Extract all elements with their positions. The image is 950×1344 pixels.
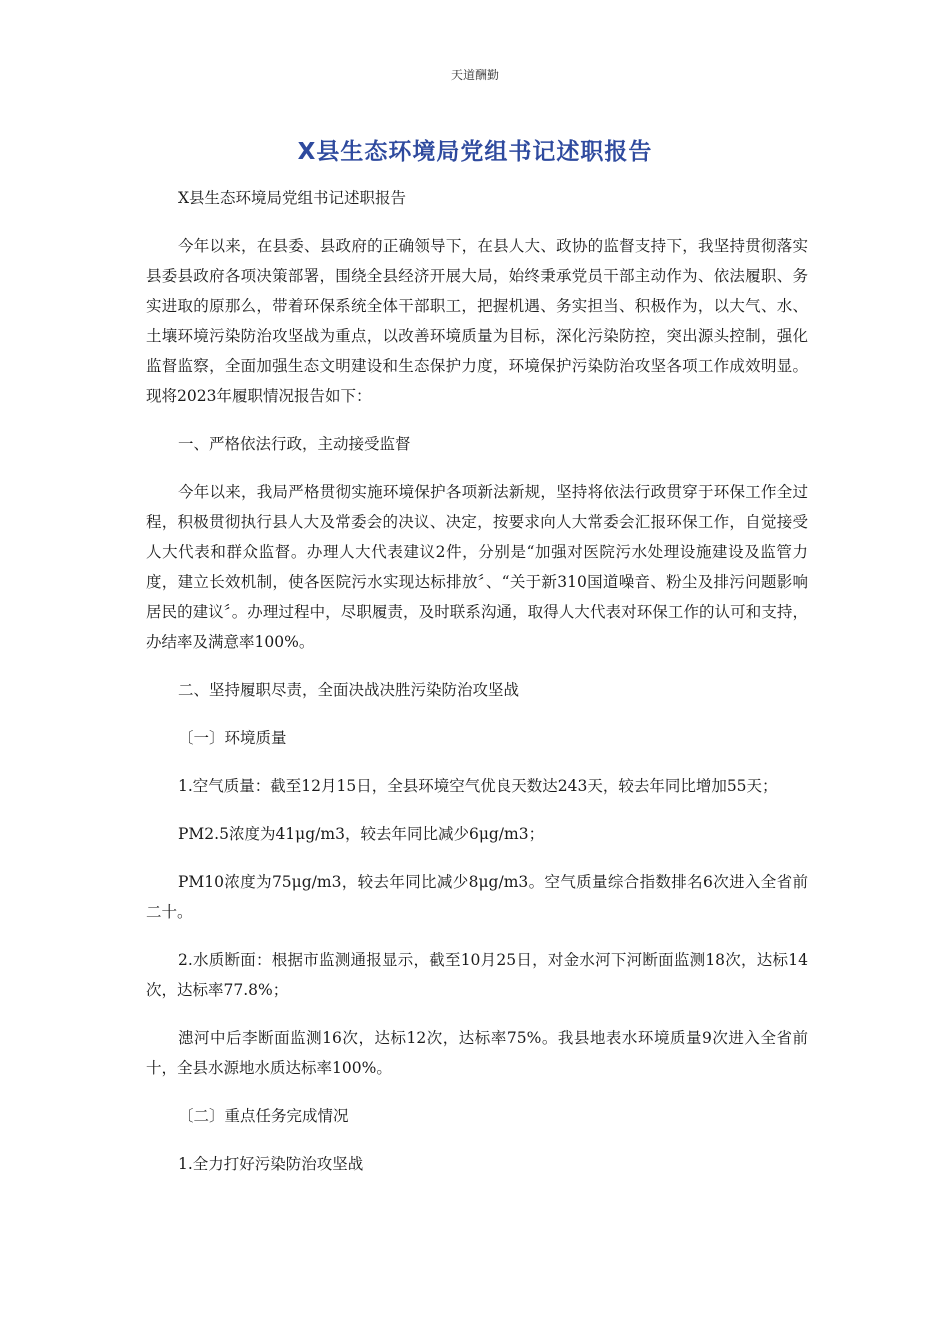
paragraph-air-quality: 1.空气质量：截至12月15日，全县环境空气优良天数达243天，较去年同比增加55天； <box>178 777 778 795</box>
paragraph-river-section: 漶河中后李断面监测16次，达标12次，达标率75%。我县地表水环境质量9次进入全省前十，全县水源地水质达标率100%。 <box>146 1029 808 1077</box>
paragraph-intro: 今年以来，在县委、县政府的正确领导下，在县人大、政协的监督支持下，我坚持贯彻落实县委县政府各项决策部署，围绕全县经济开展大局，始终秉承党员干部主动作为、依法履职、务实进取的原那么，带着环保系统全体干部职工，把握机遇、务实担当、积极作为，以大气、水、土壤环境污染防治攻坚战为重点，以改善环境质量为目标，深化污染防控，突出源头控制，强化监督监察，全面加强生态文明建设和生态保护力度，环境保护污染防治攻坚各项工作成效明显。现将2023年履职情况报告如下： <box>146 237 808 405</box>
paragraph-task-1: 1.全力打好污染防治攻坚战 <box>178 1155 364 1173</box>
header-watermark-text: 天道酬勤 <box>450 68 499 82</box>
paragraph-subtitle: X县生态环境局党组书记述职报告 <box>178 189 407 207</box>
paragraph-pm10: PM10浓度为75μg/m3，较去年同比减少8μg/m3。空气质量综合指数排名6次进入全省前二十。 <box>146 873 808 921</box>
document-title: X县生态环境局党组书记述职报告 <box>297 139 653 165</box>
document-body <box>146 183 808 1197</box>
subsection-heading-2: 〔二〕重点任务完成情况 <box>178 1107 349 1125</box>
subsection-heading-1: 〔一〕环境质量 <box>178 729 287 747</box>
paragraph-section-1: 今年以来，我局严格贯彻实施环境保护各项新法新规，坚持将依法行政贯穿于环保工作全过程，积极贯彻执行县人大及常委会的决议、决定，按要求向人大常委会汇报环保工作，自觉接受人大代表和群众监督。办理人大代表建议2件，分别是“加强对医院污水处理设施建设及监管力度，建立长效机制，使各医院污水实现达标排放〞、“关于新310国道噪音、粉尘及排污问题影响居民的建议〞。办理过程中，尽职履责，及时联系沟通，取得人大代表对环保工作的认可和支持，办结率及满意率100%。 <box>146 483 808 651</box>
section-heading-2: 二、坚持履职尽责，全面决战决胜污染防治攻坚战 <box>178 681 520 699</box>
section-heading-1: 一、严格依法行政，主动接受监督 <box>178 435 411 453</box>
paragraph-water-quality: 2.水质断面：根据市监测通报显示，截至10月25日，对金水河下河断面监测18次，达标14次，达标率77.8%； <box>146 951 808 999</box>
paragraph-pm25: PM2.5浓度为41μg/m3，较去年同比减少6μg/m3； <box>178 825 545 843</box>
